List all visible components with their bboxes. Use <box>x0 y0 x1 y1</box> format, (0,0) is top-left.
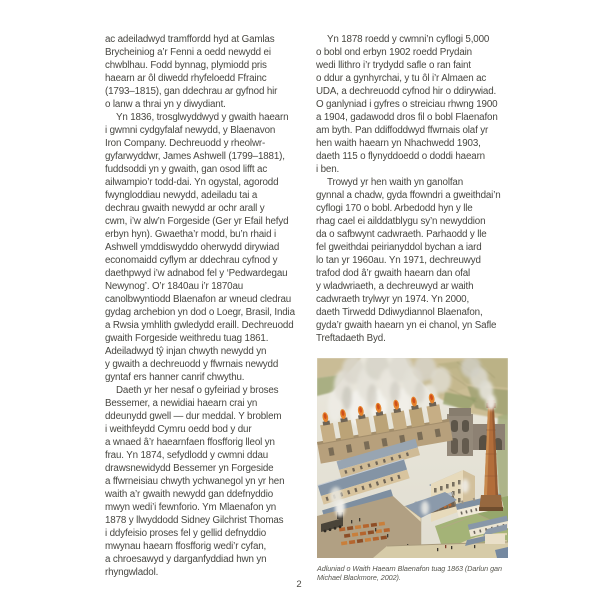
text-line: mwynau haearn ffosfforig wedi’r cyfan, <box>105 541 267 552</box>
text-line: a ffwrneisiau chwyth ychwanegol yn yr hen <box>105 476 285 487</box>
text-line: Brycheiniog a’r Fenni a oedd newydd ei <box>105 47 271 58</box>
text-line: trafod dod â’r gwaith haearn dan ofal <box>316 268 471 279</box>
text-line: a 1904, gadawodd dros fil o bobl Flaenafon <box>316 112 498 123</box>
text-line: Bessemer, a newidiai haearn crai yn <box>105 398 258 409</box>
text-line: i gwmni cydgyfalaf newydd, y Blaenavon <box>105 125 276 136</box>
paragraph <box>316 33 531 176</box>
text-line: fel gweithdai peirianyddol bychan a iard <box>316 242 482 253</box>
text-line: a wnaed â’r haearnfaen ffosfforig lleol yn <box>105 437 275 448</box>
text-line: Treftadaeth Byd. <box>316 333 386 344</box>
text-line: i ben. <box>316 164 340 175</box>
text-line: Yn 1878 roedd y cwmni’n cyflogi 5,000 <box>327 34 490 45</box>
text-line: chwblhau. Fodd bynnag, plymiodd pris <box>105 60 267 71</box>
paragraph <box>105 33 305 111</box>
text-line: wedi llithro i’r trydydd safle o ran faint <box>316 60 471 71</box>
text-line: cadwraeth trylwyr yn 1974. Yn 2000, <box>316 294 470 305</box>
text-line: (1793–1815), gan ddechrau ar gyfnod hir <box>105 86 278 97</box>
text-column-left <box>105 33 305 579</box>
text-line: am byth. Pan ddiffoddwyd ffwrnais olaf yr <box>316 125 489 136</box>
text-line: i ddyfeisio proses fel y gellid defnyddio <box>105 528 267 539</box>
text-line: da o safbwynt cadwraeth. Parhaodd y lle <box>316 229 487 240</box>
text-line: daeth Tirwedd Ddiwydiannol Blaenafon, <box>316 307 483 318</box>
page-number: 2 <box>296 579 302 590</box>
text-line: gyntaf ers hanner canrif chwythu. <box>105 372 245 383</box>
figure-caption <box>317 564 531 583</box>
text-line: Daeth yr her nesaf o gyfeiriad y broses <box>116 385 279 396</box>
text-line: fuddsoddi yn y gwaith, gan osod lifft ac <box>105 164 268 175</box>
text-line: ailwampio’r todd-dai. Yn ogystal, agorodd <box>105 177 279 188</box>
text-line: Trowyd yr hen waith yn ganolfan <box>327 177 464 188</box>
text-line: o ddur a gynhyrchai, y tu ôl i’r Almaen ac <box>316 73 487 84</box>
caption-line: Adluniad o Waith Haearn Blaenafon tuag 1863 (Darlun gan <box>317 564 502 573</box>
text-line: cyflogi 170 o bobl. Arbedodd hyn y lle <box>316 203 473 214</box>
paragraph <box>316 176 531 345</box>
text-line: haearn ar ôl diwedd rhyfeloedd Ffrainc <box>105 73 267 84</box>
text-line: gydag archebion yn dod o Loegr, Brasil, India <box>105 307 295 318</box>
text-column-right <box>316 33 531 345</box>
text-line: a Rwsia ymhlith gwledydd eraill. Dechreuodd <box>105 320 294 331</box>
ironworks-painting <box>317 358 508 558</box>
text-line: ac adeiladwyd tramffordd hyd at Gamlas <box>105 34 275 45</box>
text-line: fwyngloddiau newydd, adeiladu tai a <box>105 190 258 201</box>
text-line: o lanw a thrai yn y diwydiant. <box>105 99 226 110</box>
text-line: Newynog’. O’r 1840au i’r 1870au <box>105 281 244 292</box>
text-line: economaidd cyflym ar ddechrau cyfnod y <box>105 255 278 266</box>
text-line: gynnal a chadw, gyda ffowndri a gweithdai’n <box>316 190 501 201</box>
text-line: lo tan yr 1960au. Yn 1971, dechreuwyd <box>316 255 481 266</box>
ironworks-illustration <box>317 358 508 558</box>
text-line: daeth 115 o flynyddoedd o doddi haearn <box>316 151 485 162</box>
text-line: Ashwell ymddiswyddo oherwydd dirywiad <box>105 242 280 253</box>
text-line: gwaith Forgeside weithredu tuag 1861. <box>105 333 269 344</box>
text-line: canolbwyntiodd Blaenafon ar wneud cledrau <box>105 294 292 305</box>
text-line: dechrau gwaith newydd ar ochr arall y <box>105 203 265 214</box>
caption-line: Michael Blackmore, 2002). <box>317 573 401 583</box>
text-line: mwyn wedi’i fewnforio. Ym Mlaenafon yn <box>105 502 277 513</box>
text-line: cwm, i’w alw’n Forgeside (Ger yr Efail hefyd <box>105 216 289 227</box>
text-line: y wladwriaeth, a dechreuwyd ar waith <box>316 281 474 292</box>
text-line: rhyngwladol. <box>105 567 159 578</box>
paragraph <box>105 111 305 384</box>
text-line: daethpwyd i’w adnabod fel y ‘Pedwardegau <box>105 268 288 279</box>
text-line: ddeunydd gwell — dur meddal. Y broblem <box>105 411 282 422</box>
text-line: gyfarwyddwr, James Ashwell (1799–1881), <box>105 151 285 162</box>
text-line: a chroesawyd y darganfyddiad hwn yn <box>105 554 267 565</box>
text-line: i weithfeydd Cymru oedd bod y dur <box>105 424 252 435</box>
text-line: UDA, a dechreuodd cyfnod hir o ddirywiad. <box>316 86 497 97</box>
text-line: 1878 y llwyddodd Sidney Gilchrist Thomas <box>105 515 284 526</box>
text-line: waith a’r gwaith newydd gan ddefnyddio <box>105 489 274 500</box>
text-line: o bobl ond erbyn 1902 roedd Prydain <box>316 47 472 58</box>
text-line: y gwaith a dechreuodd y ffwrnais newydd <box>105 359 279 370</box>
paragraph <box>105 384 305 579</box>
text-line: Adeiladwyd tŷ injan chwyth newydd yn <box>105 346 267 357</box>
text-line: erbyn hyn). Gwaetha’r modd, bu’n rhaid i <box>105 229 276 240</box>
text-line: drawsnewidydd Bessemer yn Forgeside <box>105 463 274 474</box>
text-line: rhag cael ei ailddatblygu sy’n newyddion <box>316 216 486 227</box>
text-line: O ganlyniad i gyfres o streiciau rhwng 1900 <box>316 99 498 110</box>
text-line: Yn 1836, trosglwyddwyd y gwaith haearn <box>116 112 289 123</box>
text-line: frau. Yn 1874, sefydlodd y cwmni ddau <box>105 450 269 461</box>
text-line: hen waith haearn yn Nhachwedd 1903, <box>316 138 481 149</box>
text-line: Iron Company. Dechreuodd y rheolwr- <box>105 138 266 149</box>
text-line: gyda’r gwaith haearn yn ei chanol, yn Safle <box>316 320 497 331</box>
